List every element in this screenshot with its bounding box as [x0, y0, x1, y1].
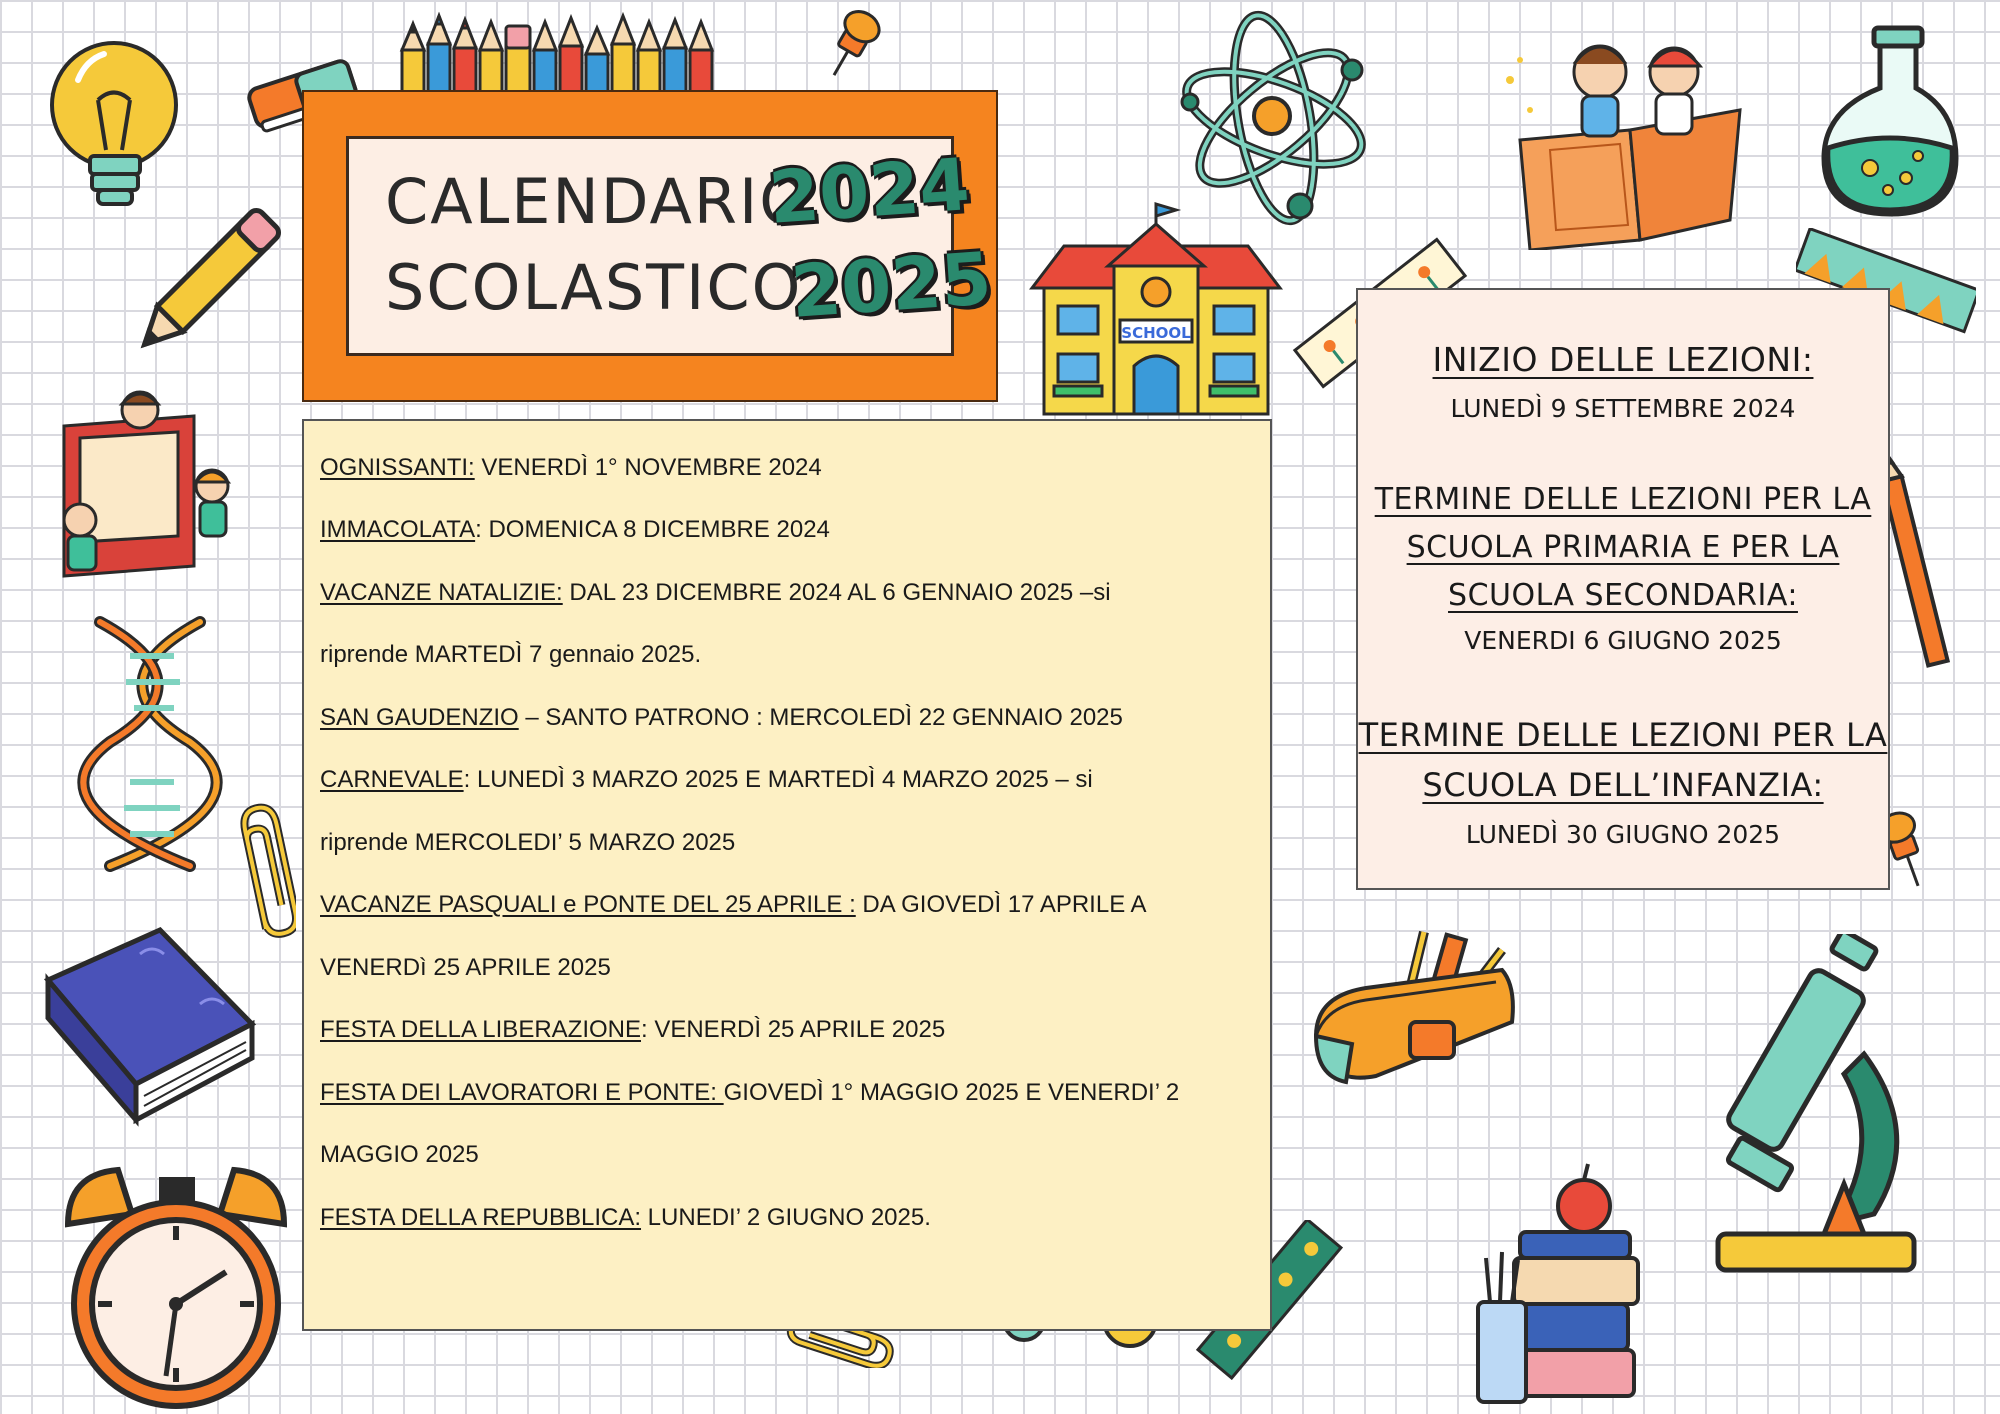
- holiday-text: MAGGIO 2025: [320, 1141, 479, 1168]
- school-building-icon: [1024, 196, 1288, 418]
- book-kids-icon: [44, 386, 240, 592]
- holiday-label: FESTA DELLA LIBERAZIONE: [320, 1016, 641, 1043]
- end-primary-heading-2: SCUOLA PRIMARIA E PER LA: [1406, 530, 1840, 565]
- pencil-case-icon: [1306, 926, 1520, 1116]
- start-heading: INIZIO DELLE LEZIONI:: [1432, 340, 1814, 379]
- holiday-natale: [320, 579, 1111, 607]
- start-date: LUNEDÌ 9 SETTEMBRE 2024: [1450, 394, 1796, 423]
- title-year-1: 2024: [766, 142, 973, 240]
- end-infancy-heading-2: SCUOLA DELL’INFANZIA:: [1422, 766, 1824, 804]
- dna-icon: [70, 612, 230, 876]
- paperclip-icon: [232, 798, 296, 944]
- books-apple-icon: [1468, 1162, 1658, 1410]
- end-primary-heading-3: SCUOLA SECONDARIA:: [1448, 578, 1798, 613]
- microscope-icon: [1714, 934, 1934, 1314]
- end-primary-date: VENERDI 6 GIUGNO 2025: [1464, 626, 1782, 655]
- end-primary-heading-1: TERMINE DELLE LEZIONI PER LA: [1374, 482, 1872, 517]
- holiday-label: FESTA DELLA REPUBBLICA:: [320, 1204, 642, 1231]
- school-sign: SCHOOL: [1121, 324, 1191, 342]
- holiday-text: : LUNEDÌ 3 MARZO 2025 E MARTEDÌ 4 MARZO 2025 – si: [463, 766, 1093, 793]
- pencil-icon: [114, 188, 304, 372]
- holiday-text: riprende MERCOLEDI’ 5 MARZO 2025: [320, 829, 736, 856]
- holiday-carnevale: [320, 766, 1093, 794]
- end-infancy-heading-1: TERMINE DELLE LEZIONI PER LA: [1358, 716, 1888, 754]
- holiday-label: VACANZE NATALIZIE:: [320, 579, 563, 606]
- holiday-label: FESTA DEI LAVORATORI E PONTE:: [320, 1079, 724, 1106]
- holiday-pasqua: [320, 891, 1147, 919]
- holiday-text: : VENERDÌ 25 APRILE 2025: [641, 1016, 946, 1043]
- holiday-text: VENERDÌ 1° NOVEMBRE 2024: [474, 454, 822, 481]
- holiday-text: LUNEDI’ 2 GIUGNO 2025.: [641, 1204, 931, 1231]
- holiday-text: GIOVEDÌ 1° MAGGIO 2025 E VENERDI’ 2: [723, 1079, 1180, 1106]
- holiday-label: IMMACOLATA: [320, 516, 476, 543]
- holiday-ognissanti: [320, 454, 822, 482]
- holiday-liberazione: [320, 1016, 945, 1044]
- holiday-label: CARNEVALE: [320, 766, 464, 793]
- end-infancy-date: LUNEDÌ 30 GIUGNO 2025: [1465, 820, 1781, 849]
- holiday-text: : DOMENICA 8 DICEMBRE 2024: [475, 516, 830, 543]
- holiday-pasqua-cont: [320, 954, 611, 982]
- holidays-panel: [302, 419, 1272, 1331]
- holiday-lavoratori-cont: [320, 1141, 479, 1169]
- holiday-patrono: [320, 704, 1123, 732]
- title-line-2: SCOLASTICO: [385, 251, 803, 324]
- holiday-text: VENERDì 25 APRILE 2025: [320, 954, 611, 981]
- title-card: [346, 136, 995, 356]
- holiday-label: VACANZE PASQUALI e PONTE DEL 25 APRILE :: [320, 891, 856, 918]
- pushpin-icon: [812, 4, 892, 84]
- holiday-label: SAN GAUDENZIO: [320, 704, 519, 731]
- blue-book-icon: [40, 924, 264, 1134]
- title-year-2: 2025: [788, 236, 995, 334]
- holiday-text: – SANTO PATRONO : MERCOLEDÌ 22 GENNAIO 2025: [518, 704, 1123, 731]
- kids-reading-icon: [1490, 20, 1760, 250]
- holiday-text: riprende MARTEDÌ 7 gennaio 2025.: [320, 641, 702, 668]
- holiday-carnevale-cont: [320, 829, 735, 857]
- alarm-clock-icon: [58, 1154, 298, 1414]
- flask-icon: [1810, 18, 1970, 218]
- holiday-immacolata: [320, 516, 830, 544]
- holiday-text: DA GIOVEDÌ 17 APRILE A: [855, 891, 1147, 918]
- title-line-1: CALENDARIO: [385, 165, 811, 238]
- holiday-label: OGNISSANTI:: [320, 454, 475, 481]
- holiday-lavoratori: [320, 1079, 1179, 1107]
- holiday-text: DAL 23 DICEMBRE 2024 AL 6 GENNAIO 2025 –si: [562, 579, 1111, 606]
- holiday-repubblica: [320, 1204, 931, 1232]
- holiday-natale-cont: [320, 641, 701, 669]
